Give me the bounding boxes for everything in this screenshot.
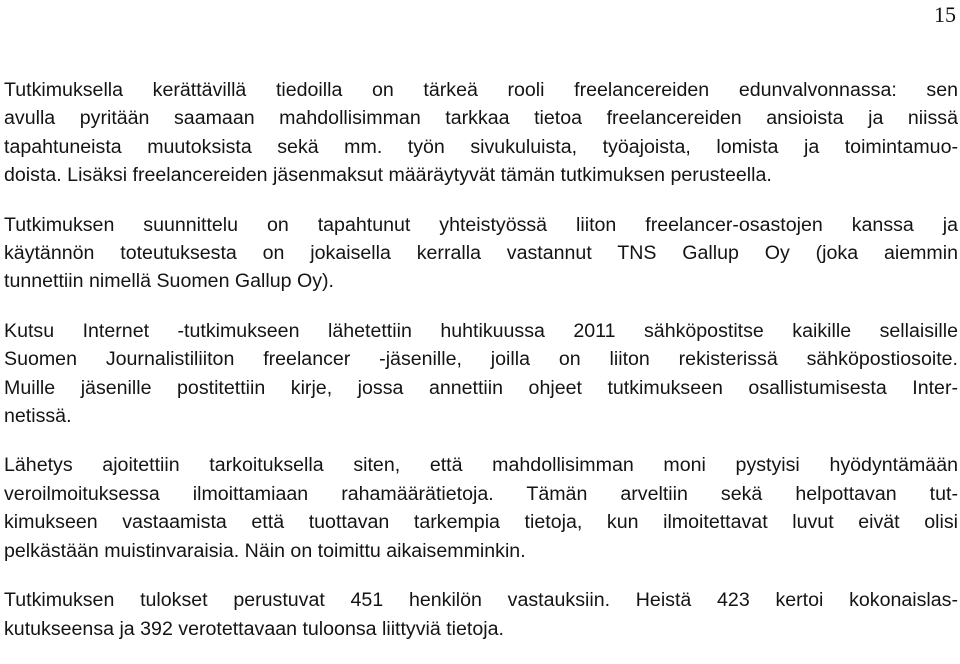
text-line: Kutsu Internet -tutkimukseen lähetettiin huhtikuussa 2011 sähköpostitse kaikille sellaisille [4, 319, 958, 342]
text-line: tunnettiin nimellä Suomen Gallup Oy). [4, 270, 334, 293]
text-line: netissä. [4, 405, 72, 428]
paragraph-results [4, 586, 958, 643]
paragraph-purpose [4, 76, 958, 190]
paragraph-invitation [4, 317, 958, 431]
body-text [4, 76, 958, 664]
text-line: veroilmoituksessa ilmoittamiaan rahamäärätietoja. Tämän arveltiin sekä helpottavan tut- [4, 482, 958, 505]
text-line: kimukseen vastaamista että tuottavan tarkempia tietoja, kun ilmoitettavat luvut eivät olisi [4, 511, 958, 534]
paragraph-design [4, 211, 958, 296]
text-line: kutukseensa ja 392 verotettavaan tuloonsa liittyviä tietoja. [4, 617, 504, 640]
text-line: Suomen Journalistiliiton freelancer -jäsenille, joilla on liiton rekisterissä sähköpostiosoite. [4, 348, 958, 371]
page-number: 15 [934, 2, 956, 27]
text-line: Lähetys ajoitettiin tarkoituksella siten, että mahdollisimman moni pystyisi hyödyntämään [4, 454, 958, 477]
text-line: Tutkimuksella kerättävillä tiedoilla on tärkeä rooli freelancereiden edunvalvonnassa: sen [4, 79, 958, 101]
text-line: Tutkimuksen suunnittelu on tapahtunut yhteistyössä liiton freelancer-osastojen kanssa ja [4, 213, 958, 236]
text-line: Muille jäsenille postitettiin kirje, jossa annettiin ohjeet tutkimukseen osallistumisesta Inter- [4, 376, 958, 399]
text-line: doista. Lisäksi freelancereiden jäsenmaksut määräytyvät tämän tutkimuksen perusteella. [4, 164, 772, 187]
text-line: käytännön toteutuksesta on jokaisella kerralla vastannut TNS Gallup Oy (joka aiemmin [4, 242, 958, 265]
text-line: tapahtuneista muutoksista sekä mm. työn sivukuluista, työajoista, lomista ja toimintamuo- [4, 135, 958, 158]
text-line: pelkästään muistinvaraisia. Näin on toimittu aikaisemminkin. [4, 539, 526, 562]
text-line: Tutkimuksen tulokset perustuvat 451 henkilön vastauksiin. Heistä 423 kertoi kokonaislas- [4, 589, 958, 612]
paragraph-timing [4, 451, 958, 565]
text-line: avulla pyritään saamaan mahdollisimman tarkkaa tietoa freelancereiden ansioista ja niissä [4, 107, 958, 130]
